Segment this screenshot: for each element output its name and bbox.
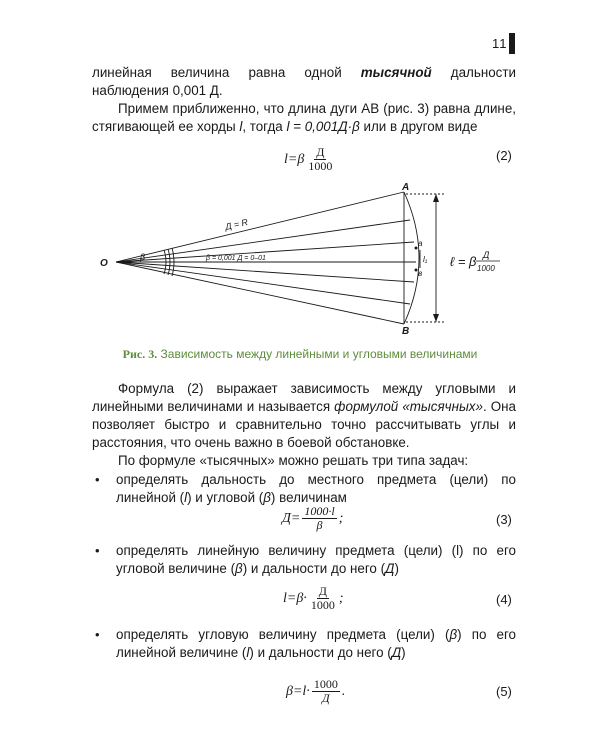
right-formula-lhs: ℓ = β: [450, 254, 477, 269]
paragraph-2-mid: , тогда: [242, 119, 287, 134]
figure-3-diagram: [96, 180, 516, 340]
eq4-lhs: l=β·: [283, 590, 307, 606]
paragraph-3-after: . Она позволяет быстро и сравнительно точно рассчитывать углы и расстояния, что очень важно в боевой обстановке.: [92, 399, 516, 450]
paragraph-1-after: дальности наблюдения 0,001 Д.: [92, 65, 516, 98]
eq3-num: 1000·l: [304, 504, 335, 518]
paragraph-2-formula: l = 0,001Д·β: [286, 119, 360, 134]
bullet-1-marker: •: [95, 472, 100, 487]
bullet-1-part-4: ) величинам: [270, 490, 347, 505]
bullet-2-part-0: определять линейную величину предмета (цели) (l) по его угловой величине (: [116, 543, 516, 576]
right-formula-num: Д: [483, 250, 490, 260]
bullet-3-part-3: l: [246, 645, 250, 660]
eq3-tail: ;: [338, 510, 344, 526]
arc-ab: [404, 192, 419, 324]
figure-caption: [0, 347, 600, 362]
paragraph-1-emphasis: тысячной: [360, 65, 432, 80]
bullet-3-part-1: β: [449, 627, 458, 642]
bullet-2-marker: •: [95, 543, 100, 558]
bullet-3-part-5: Д: [391, 645, 402, 660]
bullet-2-part-2: ) и дальности до него (: [242, 561, 386, 576]
bullet-1-part-0: определять дальность до местного предмета (цели) по линейной (: [116, 472, 516, 505]
arrow-bottom: [433, 314, 439, 322]
eq2-den: 1000: [308, 159, 333, 173]
eq2-num: Д: [316, 145, 325, 159]
eq3-den: β: [316, 518, 323, 532]
eq5-den: Д: [321, 691, 330, 705]
label-O: O: [100, 258, 108, 269]
paragraph-2-l: l: [239, 119, 243, 134]
arrow-top: [433, 194, 439, 202]
equation-2: [284, 146, 336, 173]
equation-5-number: (5): [496, 684, 512, 699]
equation-2-number: (2): [496, 148, 512, 163]
bullet-2-part-1: β: [235, 561, 243, 576]
bullet-3-part-2: ) по его линейной величине (: [116, 627, 516, 660]
paragraph-3: [92, 380, 516, 452]
paragraph-3-emphasis: формулой «тысячных»: [334, 399, 483, 414]
bullet-1-part-3: β: [263, 490, 271, 505]
equation-4-number: (4): [496, 592, 512, 607]
label-a: a: [418, 239, 423, 248]
eq5-num: 1000: [313, 677, 338, 691]
bullet-1-part-1: l: [184, 490, 188, 505]
eq2-lhs: l=β: [284, 151, 305, 167]
page-number-bar: [509, 33, 515, 54]
bullet-3: [95, 626, 516, 662]
paragraph-1-before: линейная величина равна одной: [92, 65, 361, 80]
label-b: в: [418, 269, 423, 278]
bullet-1: [95, 471, 516, 507]
eq4-den: 1000: [310, 598, 335, 612]
paragraph-3-before: Формула (2) выражает зависимость между угловыми и линейными величинами и называется: [92, 381, 516, 414]
paragraph-2-end: или в другом виде: [359, 119, 478, 134]
bullet-3-part-0: определять угловую величину предмета (цели) (: [116, 627, 450, 642]
caption-label: Рис. 3.: [122, 347, 158, 361]
label-A: A: [402, 182, 410, 193]
label-l-small: l₁: [423, 255, 428, 264]
label-beta: β: [140, 252, 146, 262]
eq5-lhs: β=l·: [286, 683, 310, 699]
right-formula-den: 1000: [477, 264, 495, 273]
label-inner: β = 0,001 Д = 0–01: [206, 255, 266, 262]
eq4-num: Д: [318, 584, 327, 598]
paragraph-2-text: Примем приближенно, что длина дуги АВ (рис. 3) равна длине, стягивающей ее хорды: [92, 101, 516, 134]
bullet-2-part-4: ): [394, 561, 399, 576]
bullet-3-part-6: ): [401, 645, 406, 660]
bullet-3-marker: •: [95, 627, 100, 642]
equation-3-number: (3): [496, 512, 512, 527]
equation-5: [286, 678, 345, 705]
equation-4: [283, 585, 343, 612]
caption-text: Зависимость между линейными и угловыми величинами: [157, 347, 478, 361]
paragraph-2: [92, 100, 516, 136]
bullet-3-part-4: ) и дальности до него (: [249, 645, 392, 660]
page-number: 11: [492, 36, 508, 51]
equation-3: [282, 505, 343, 532]
paragraph-1: [92, 64, 516, 100]
bullet-1-part-2: ) и угловой (: [187, 490, 264, 505]
paragraph-4: По формуле «тысячных» можно решать три типа задач:: [118, 453, 469, 468]
label-radius: Д = R: [224, 217, 249, 232]
eq4-tail: ;: [338, 590, 344, 606]
bullet-2: [95, 542, 516, 578]
ray-6: [116, 262, 410, 304]
eq5-tail: .: [341, 683, 346, 699]
label-B: B: [402, 326, 410, 337]
eq3-lhs: Д=: [282, 510, 301, 526]
bullet-2-part-3: Д: [385, 561, 395, 576]
